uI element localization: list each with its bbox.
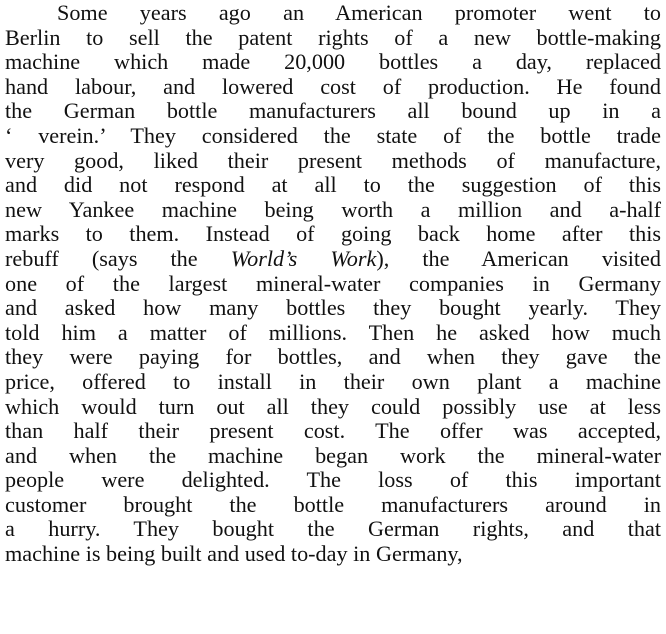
text-line-with-italic-title	[5, 247, 661, 272]
text-line: and did not respond at all to the suggestion of this	[5, 172, 661, 198]
text-line: hand labour, and lowered cost of production. He found	[5, 73, 661, 99]
text-line: ‘ verein.’ They considered the state of the bottle trade	[5, 122, 661, 148]
text-line: marks to them. Instead of going back home after this	[5, 221, 661, 247]
text-line: which would turn out all they could possibly use at less	[5, 393, 661, 419]
text-line: told him a matter of millions. Then he asked how much	[5, 319, 661, 345]
text-line: machine which made 20,000 bottles a day, replaced	[5, 49, 661, 75]
text-line: new Yankee machine being worth a million and a-half	[5, 196, 661, 222]
text-line: one of the largest mineral-water companies in Germany	[5, 270, 661, 296]
text-segment: ), the American visited	[376, 245, 661, 271]
text-line: people were delighted. The loss of this important	[5, 467, 661, 493]
text-line: price, offered to install in their own plant a machine	[5, 368, 661, 394]
text-line: and when the machine began work the mineral-water	[5, 442, 661, 468]
text-line: very good, liked their present methods of manufacture,	[5, 147, 661, 173]
text-segment: rebuff (says the	[5, 245, 231, 271]
article-paragraph	[5, 1, 661, 567]
publication-title: World’s Work	[230, 245, 377, 271]
text-line: Berlin to sell the patent rights of a new bottle-making	[5, 24, 661, 50]
text-line: Some years ago an American promoter went to	[57, 0, 661, 25]
text-line: a hurry. They bought the German rights, and that	[5, 516, 661, 542]
text-line: they were paying for bottles, and when they gave the	[5, 344, 661, 370]
text-line: customer brought the bottle manufacturers around in	[5, 491, 661, 517]
text-line: and asked how many bottles they bought yearly. They	[5, 295, 661, 321]
text-line: machine is being built and used to-day in Germany,	[5, 541, 463, 567]
text-line: the German bottle manufacturers all bound up in a	[5, 98, 661, 124]
text-line: than half their present cost. The offer was accepted,	[5, 418, 661, 444]
